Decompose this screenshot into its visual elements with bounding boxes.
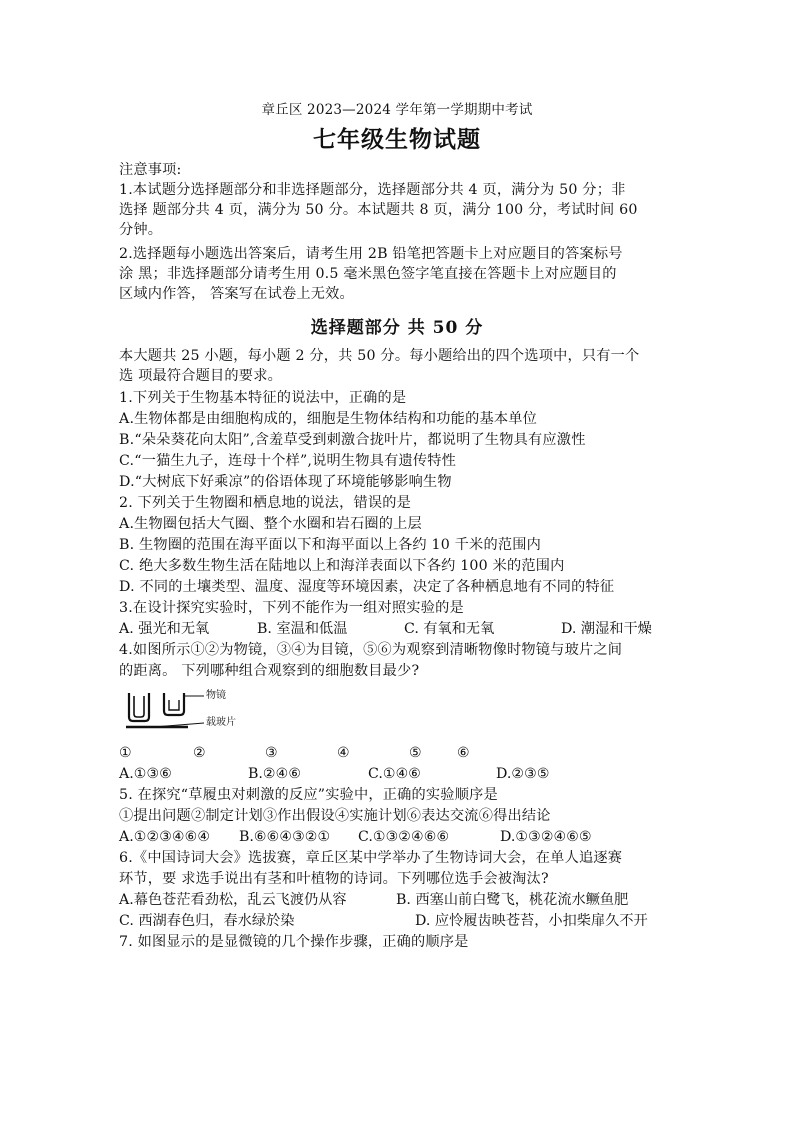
question-6-option-a: A.幕色苍茫看劲松，乱云飞渡仍从容 (119, 892, 347, 908)
question-3-option-a: A. 强光和无氧 (119, 621, 210, 637)
question-6-stem: 环节，要 求选手说出有茎和叶植物的诗词。下列哪位选手会被淘汰? (119, 871, 549, 887)
question-1-option-c: C.“一猫生九子，连母十个样”,说明生物具有遗传特性 (119, 453, 457, 469)
question-6-option-d: D. 应怜履齿映苍苔，小扣柴扉久不开 (415, 913, 648, 929)
question-3-stem: 3.在设计探究实验时，下列不能作为一组对照实验的是 (119, 600, 464, 616)
question-1-option-b: B.“朵朵葵花向太阳”,含羞草受到刺激合拢叶片，都说明了生物具有应激性 (119, 432, 586, 448)
figure-number-4: ④ (337, 745, 350, 761)
section-title: 选择题部分 共 50 分 (310, 318, 484, 338)
question-1-option-a: A.生物体都是由细胞构成的，细胞是生物体结构和功能的基本单位 (119, 411, 538, 427)
figure-number-3: ③ (265, 745, 278, 761)
notice-line: 选择 题部分共 4 页，满分为 50 分。本试题共 8 页，满分 100 分，考试时间 60 (119, 202, 638, 218)
question-3-option-b: B. 室温和低温 (257, 621, 348, 637)
question-5-steps: ①提出问题②制定计划③作出假设④实施计划⑥表达交流⑥得出结论 (119, 808, 551, 824)
slide-label: 载玻片 (206, 717, 236, 728)
question-4-option-d: D.②③⑤ (496, 766, 550, 782)
question-4-stem: 的距离。 下列哪种组合观察到的细胞数目最少? (119, 663, 420, 679)
question-5-option-a: A.①②③④⑥④ (119, 829, 211, 845)
question-5-option-c: C.①③②④⑥⑥ (358, 829, 450, 845)
question-5-option-d: D.①③②④⑥⑤ (500, 829, 592, 845)
page-title: 七年级生物试题 (313, 126, 481, 153)
question-1-option-d: D.“大树底下好乘凉”的俗语体现了环境能够影响生物 (119, 474, 452, 490)
microscope-lens-figure (124, 690, 254, 732)
question-4-option-a: A.①③⑥ (119, 766, 172, 782)
question-4-option-b: B.②④⑥ (248, 766, 302, 782)
figure-number-5: ⑤ (409, 745, 422, 761)
question-2-option-d: D. 不同的土壤类型、温度、湿度等环境因素，决定了各种栖息地有不同的特征 (119, 579, 615, 595)
exam-header: 章丘区 2023—2024 学年第一学期期中考试 (261, 102, 533, 118)
question-6-stem: 6.《中国诗词大会》选拔赛，章丘区某中学举办了生物诗词大会，在单人追逐赛 (119, 850, 623, 866)
question-3-option-d: D. 潮湿和干燥 (561, 621, 652, 637)
question-5-stem: 5. 在探究“草履虫对刺激的反应”实验中，正确的实验顺序是 (119, 787, 498, 803)
figure-number-1: ① (119, 745, 132, 761)
question-5-option-b: B.⑥⑥④③②① (239, 829, 331, 845)
notice-line: 2.选择题每小题选出答案后，请考生用 2B 铅笔把答题卡上对应题目的答案标号 (119, 246, 623, 262)
figure-number-2: ② (193, 745, 206, 761)
question-1-stem: 1.下列关于生物基本特征的说法中，正确的是 (119, 390, 407, 406)
question-2-option-b: B. 生物圈的范围在海平面以下和海平面以上各约 10 千米的范围内 (119, 537, 541, 553)
question-2-stem: 2. 下列关于生物圈和栖息地的说法，错误的是 (119, 495, 412, 511)
figure-number-6: ⑥ (457, 745, 470, 761)
notice-line: 涂 黑；非选择题部分请考生用 0.5 毫米黑色签字笔直接在答题卡上对应题目的 (119, 266, 617, 282)
question-7-stem: 7. 如图显示的是显微镜的几个操作步骤，正确的顺序是 (119, 934, 469, 950)
notice-heading: 注意事项: (119, 162, 182, 178)
question-3-option-c: C. 有氧和无氧 (404, 621, 495, 637)
question-6-option-c: C. 西湖春色归，春水绿於染 (119, 913, 295, 929)
section-intro: 选 项最符合题目的要求。 (119, 368, 282, 384)
notice-line: 1.本试题分选择题部分和非选择题部分，选择题部分共 4 页，满分为 50 分；非 (119, 182, 626, 198)
section-intro: 本大题共 25 小题，每小题 2 分，共 50 分。每小题给出的四个选项中，只有一个 (119, 348, 640, 364)
notice-line: 分钟。 (119, 222, 163, 238)
question-2-option-a: A.生物圈包括大气圈、整个水圈和岩石圈的上层 (119, 516, 422, 532)
objective-lens-label: 物镜 (206, 690, 226, 701)
question-4-option-c: C.①④⑥ (368, 766, 422, 782)
question-6-option-b: B. 西塞山前白鹭飞，桃花流水鳜鱼肥 (396, 892, 629, 908)
question-2-option-c: C. 绝大多数生物生活在陆地以上和海洋表面以下各约 100 米的范围内 (119, 558, 565, 574)
question-4-stem: 4.如图所示①②为物镜，③④为目镜，⑤⑥为观察到清晰物像时物镜与玻片之间 (119, 642, 623, 658)
notice-line: 区域内作答， 答案写在试卷上无效。 (119, 286, 354, 302)
